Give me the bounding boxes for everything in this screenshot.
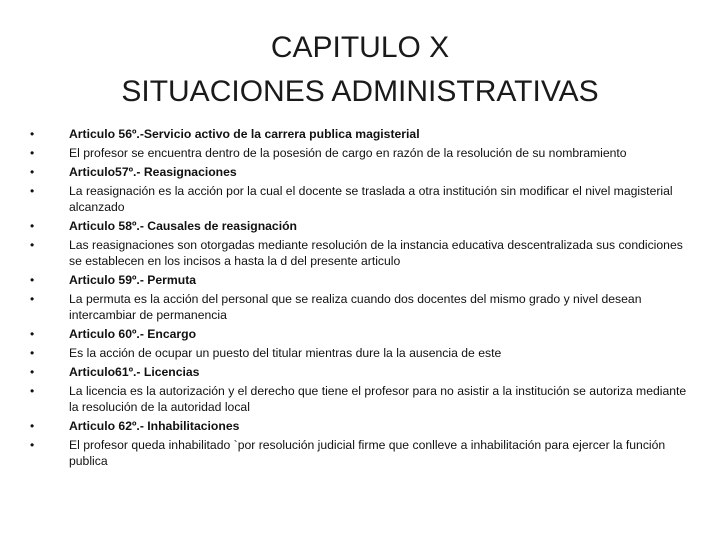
bullet-icon: • [30, 219, 35, 233]
bullet-icon: • [30, 419, 35, 433]
article-body-item [30, 291, 690, 323]
slide-title-line2: SITUACIONES ADMINISTRATIVAS [121, 75, 599, 108]
bullet-icon: • [30, 365, 35, 379]
article-body-item [30, 437, 690, 469]
slide-title-line1: CAPITULO X [270, 31, 450, 64]
article-heading-text: Articulo 56º.-Servicio activo de la carrera publica magisterial [69, 127, 420, 141]
article-heading-text: Articulo 62º.- Inhabilitaciones [69, 419, 240, 433]
article-body-text: Es la acción de ocupar un puesto del titular mientras dure la la ausencia de este [69, 346, 502, 360]
bullet-icon: • [30, 292, 35, 306]
bullet-list [30, 126, 690, 472]
article-body-text: El profesor se encuentra dentro de la posesión de cargo en razón de la resolución de su nombramiento [69, 146, 627, 160]
article-body-item [30, 183, 690, 215]
article-body-item [30, 383, 690, 415]
article-heading-text: Articulo57º.- Reasignaciones [69, 165, 237, 179]
article-body-text: La licencia es la autorización y el derecho que tiene el profesor para no asistir a la institución se autoriza mediante la resolución de la autoridad local [69, 384, 687, 414]
article-body-text: La reasignación es la acción por la cual el docente se traslada a otra institución sin modificar el nivel magisterial alcanzado [69, 184, 673, 214]
article-heading-item [30, 364, 690, 380]
bullet-icon: • [30, 146, 35, 160]
bullet-icon: • [30, 184, 35, 198]
article-body-item [30, 345, 690, 361]
article-body-item [30, 237, 690, 269]
bullet-icon: • [30, 438, 35, 452]
bullet-icon: • [30, 127, 35, 141]
article-heading-text: Articulo61º.- Licencias [69, 365, 200, 379]
article-body-text: El profesor queda inhabilitado `por resolución judicial firme que conlleve a inhabilitación para ejercer la función publica [69, 438, 666, 468]
bullet-icon: • [30, 346, 35, 360]
article-body-text: La permuta es la acción del personal que se realiza cuando dos docentes del mismo grado y nivel desean intercambiar de permanencia [69, 292, 642, 322]
article-heading-text: Articulo 58º.- Causales de reasignación [69, 219, 297, 233]
bullet-icon: • [30, 165, 35, 179]
article-body-text: Las reasignaciones son otorgadas mediante resolución de la instancia educativa descentralizada sus condiciones se establecen en los incisos a hasta la d del presente articulo [69, 238, 683, 268]
article-body-item [30, 145, 690, 161]
bullet-icon: • [30, 384, 35, 398]
bullet-icon: • [30, 273, 35, 287]
article-heading-text: Articulo 60º.- Encargo [69, 327, 197, 341]
article-heading-item [30, 126, 690, 142]
bullet-icon: • [30, 238, 35, 252]
article-heading-text: Articulo 59º.- Permuta [69, 273, 197, 287]
bullet-icon: • [30, 327, 35, 341]
article-heading-item [30, 326, 690, 342]
article-heading-item [30, 164, 690, 180]
article-heading-item [30, 218, 690, 234]
article-heading-item [30, 418, 690, 434]
article-heading-item [30, 272, 690, 288]
